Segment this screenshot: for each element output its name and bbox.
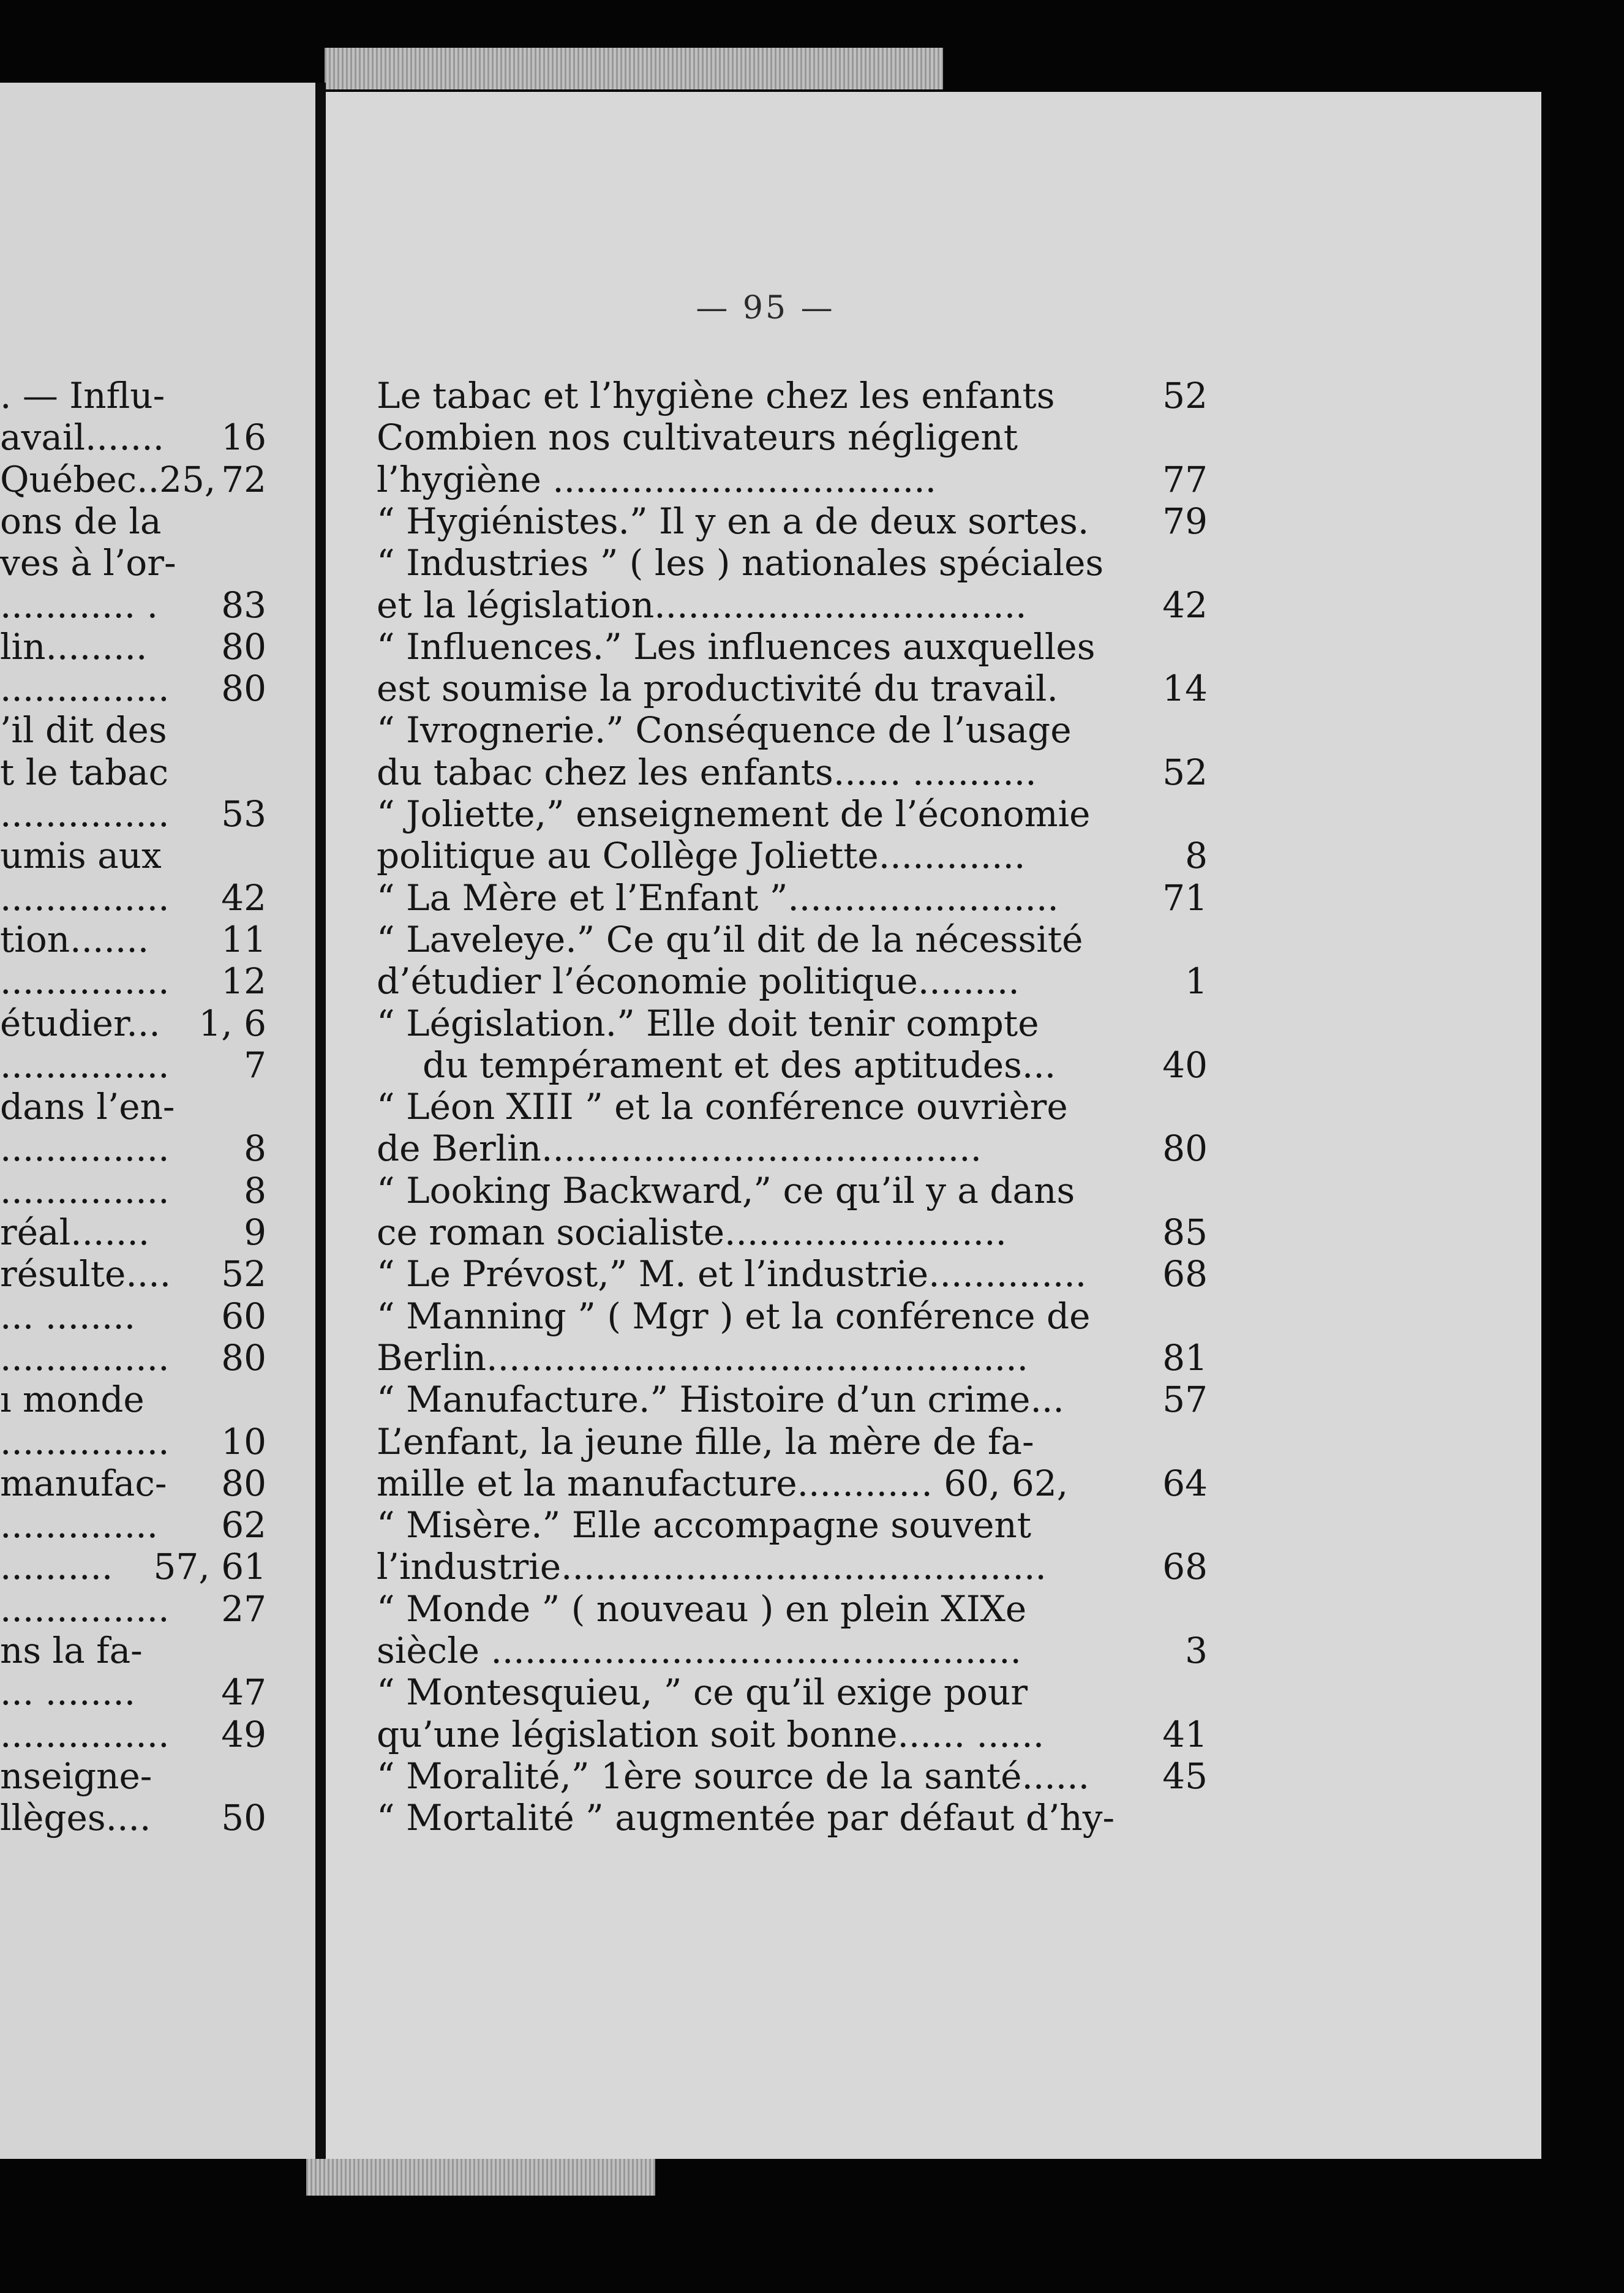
left-index-entry-page-ref: 47 (221, 1671, 266, 1714)
left-index-entry-page-ref: 60 (221, 1295, 266, 1337)
index-entry-text: “ Misère.” Elle accompagne souvent (377, 1504, 1032, 1546)
index-entry-page-ref: 14 (1162, 668, 1208, 710)
index-entry-text: L’enfant, la jeune fille, la mère de fa- (377, 1420, 1034, 1463)
index-entry-text: du tempérament et des aptitudes... (423, 1044, 1056, 1086)
index-entry-text: l’industrie........................................... (377, 1546, 1047, 1588)
index-entry-text: qu’une législation soit bonne...... ...... (377, 1713, 1045, 1755)
index-entry-text: “ Ivrognerie.” Conséquence de l’usage (377, 709, 1072, 751)
left-index-entry-text: nseigne- (0, 1755, 152, 1797)
left-index-entry-page-ref: 52 (221, 1253, 266, 1295)
left-index-entry-text: dans l’en- (0, 1086, 175, 1128)
left-index-entry-page-ref: 8 (244, 1169, 266, 1211)
left-index-entry-text: lin......... (0, 625, 148, 668)
left-index-entry-text: llèges.... (0, 1797, 151, 1839)
index-entry-page-ref: 45 (1162, 1755, 1208, 1797)
left-index-entry-text: ves à l’or- (0, 542, 176, 584)
left-index-entry-page-ref: 49 (221, 1713, 266, 1755)
left-index-entry-text: ............... (0, 1713, 170, 1755)
index-entry-text: “ Joliette,” enseignement de l’économie (377, 793, 1091, 835)
left-index-entry-page-ref: 80 (221, 1336, 266, 1379)
index-entry-text: “ La Mère et l’Enfant ”........................ (377, 876, 1059, 919)
left-index-entry-page-ref: 27 (221, 1587, 266, 1630)
left-index-entry-text: ............... (0, 1128, 170, 1170)
left-index-entry-text: ............... (0, 1336, 170, 1379)
index-entry-page-ref: 40 (1162, 1044, 1208, 1086)
left-index-entry-page-ref: 62 (221, 1504, 266, 1546)
left-index-entry-text: ............... (0, 960, 170, 1003)
left-index-entry-text: ns la fa- (0, 1630, 143, 1671)
index-entry-page-ref: 71 (1162, 876, 1208, 919)
index-entry-text: de Berlin....................................... (377, 1128, 982, 1170)
index-entry-text: “ Léon XIII ” et la conférence ouvrière (377, 1086, 1068, 1128)
left-index-entry-text: ............... (0, 1420, 170, 1463)
left-index-entry-text: . — Influ- (0, 375, 165, 416)
left-index-entry-text: ı monde (0, 1379, 145, 1421)
left-index-entry-text: Québec..25, (0, 458, 216, 500)
page-number: — 95 — (696, 290, 835, 326)
index-entry-text: Berlin................................................ (377, 1336, 1029, 1379)
left-index-entry-text: ............... (0, 793, 170, 835)
left-index-entry-page-ref: 42 (221, 876, 266, 919)
left-index-entry-text: ... ........ (0, 1671, 136, 1714)
index-entry-page-ref: 85 (1162, 1211, 1208, 1253)
left-index-entry-text: .......... (0, 1546, 113, 1588)
left-index-entry-page-ref: 11 (221, 918, 266, 960)
index-entry-text: Combien nos cultivateurs négligent (377, 416, 1018, 459)
index-entry-text: Le tabac et l’hygiène chez les enfants (377, 375, 1055, 416)
index-entry-page-ref: 77 (1162, 458, 1208, 500)
index-entry-page-ref: 68 (1162, 1253, 1208, 1295)
index-entry-text: “ Manufacture.” Histoire d’un crime... (377, 1379, 1064, 1421)
index-entry-page-ref: 64 (1162, 1462, 1208, 1504)
index-entry-text: “ Industries ” ( les ) nationales spéciales (377, 542, 1104, 584)
index-entry-text: ce roman socialiste......................... (377, 1211, 1007, 1253)
left-index-entry-page-ref: 8 (244, 1128, 266, 1170)
index-entry-page-ref: 52 (1162, 751, 1208, 793)
left-index-entry-text: umis aux (0, 835, 162, 877)
index-entry-text: “ Monde ” ( nouveau ) en plein XIXe (377, 1587, 1027, 1630)
left-index-entry-page-ref: 12 (221, 960, 266, 1003)
left-index-entry-page-ref: 83 (221, 584, 266, 626)
index-entry-text: “ Mortalité ” augmentée par défaut d’hy- (377, 1797, 1115, 1839)
index-entry-page-ref: 42 (1162, 584, 1208, 626)
tape-strip-top (325, 48, 943, 89)
index-entry-page-ref: 81 (1162, 1336, 1208, 1379)
index-entry-text: l’hygiène .................................. (377, 458, 937, 500)
left-index-entry-page-ref: 72 (221, 458, 266, 500)
index-entry-text: mille et la manufacture............ 60, 62, (377, 1462, 1069, 1504)
left-index-entry-text: ............... (0, 876, 170, 919)
left-index-entry-text: manufac- (0, 1462, 167, 1504)
index-entry-page-ref: 52 (1162, 375, 1208, 416)
left-index-entry-text: ... ........ (0, 1295, 136, 1337)
index-entry-page-ref: 79 (1162, 500, 1208, 542)
index-entry-text: “ Manning ” ( Mgr ) et la conférence de (377, 1295, 1091, 1337)
index-entry-text: siècle ............................................... (377, 1630, 1021, 1671)
left-index-entry-text: ............ . (0, 584, 159, 626)
left-index-entry-text: .............. (0, 1504, 159, 1546)
book-gutter (315, 83, 326, 2159)
index-entry-text: “ Influences.” Les influences auxquelles (377, 625, 1096, 668)
index-entry-text: est soumise la productivité du travail. (377, 668, 1058, 710)
left-index-entry-text: réal....... (0, 1211, 150, 1253)
tape-strip-bottom (306, 2159, 655, 2196)
left-index-entry-page-ref: 1, 6 (198, 1002, 266, 1044)
index-entry-text: “ Hygiénistes.” Il y en a de deux sortes. (377, 500, 1089, 542)
left-index-entry-text: ............... (0, 1044, 170, 1086)
left-index-entry-text: ............... (0, 1587, 170, 1630)
index-entry-text: “ Looking Backward,” ce qu’il y a dans (377, 1169, 1075, 1211)
index-entry-text: “ Montesquieu, ” ce qu’il exige pour (377, 1671, 1028, 1714)
index-entry-text: “ Législation.” Elle doit tenir compte (377, 1002, 1039, 1044)
index-entry-page-ref: 1 (1185, 960, 1208, 1003)
left-index-entry-page-ref: 7 (244, 1044, 266, 1086)
left-index-entry-text: tion....... (0, 918, 149, 960)
left-index-entry-text: t le tabac (0, 751, 169, 793)
left-index-entry-page-ref: 16 (221, 416, 266, 459)
left-index-entry-text: avail....... (0, 416, 165, 459)
left-index-entry-text: étudier... (0, 1002, 160, 1044)
index-entry-text: “ Le Prévost,” M. et l’industrie.............. (377, 1253, 1087, 1295)
left-index-entry-page-ref: 80 (221, 668, 266, 710)
left-index-entry-page-ref: 80 (221, 625, 266, 668)
index-entry-page-ref: 80 (1162, 1128, 1208, 1170)
index-entry-page-ref: 41 (1162, 1713, 1208, 1755)
index-entry-text: et la législation................................. (377, 584, 1027, 626)
index-entry-page-ref: 8 (1185, 835, 1208, 877)
left-index-entry-text: ons de la (0, 500, 162, 542)
left-index-entry-page-ref: 80 (221, 1462, 266, 1504)
index-entry-text: “ Moralité,” 1ère source de la santé...... (377, 1755, 1090, 1797)
left-index-entry-text: ............... (0, 1169, 170, 1211)
left-index-entry-page-ref: 50 (221, 1797, 266, 1839)
left-index-entry-text: ’il dit des (0, 709, 167, 751)
index-entry-text: politique au Collège Joliette............. (377, 835, 1026, 877)
index-entry-page-ref: 57 (1162, 1379, 1208, 1421)
left-index-entry-page-ref: 9 (244, 1211, 266, 1253)
left-index-entry-text: ............... (0, 668, 170, 710)
index-entry-text: d’étudier l’économie politique......... (377, 960, 1020, 1003)
index-entry-page-ref: 3 (1185, 1630, 1208, 1671)
left-index-entry-page-ref: 57, 61 (153, 1546, 266, 1588)
left-index-entry-page-ref: 53 (221, 793, 266, 835)
index-entry-text: “ Laveleye.” Ce qu’il dit de la nécessité (377, 918, 1083, 960)
left-index-entry-text: résulte.... (0, 1253, 171, 1295)
index-entry-page-ref: 68 (1162, 1546, 1208, 1588)
left-index-entry-page-ref: 10 (221, 1420, 266, 1463)
index-entry-text: du tabac chez les enfants...... ........... (377, 751, 1037, 793)
